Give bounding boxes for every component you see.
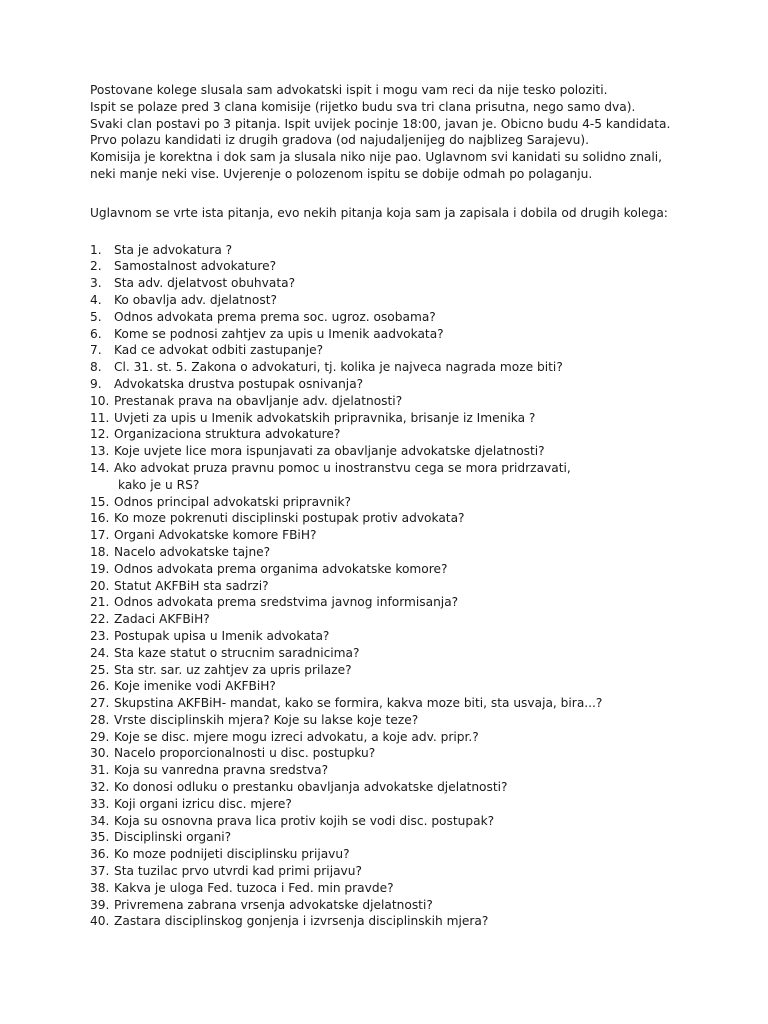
question-text	[114, 594, 458, 611]
list-item	[90, 561, 730, 578]
question-number: 21.	[90, 595, 110, 610]
question-line: Statut AKFBiH sta sadrzi?	[114, 578, 269, 593]
list-item	[90, 863, 730, 880]
question-text	[114, 326, 444, 343]
list-item	[90, 460, 730, 494]
list-item	[90, 897, 730, 914]
question-number: 5.	[90, 309, 102, 324]
question-text	[114, 292, 277, 309]
question-text	[114, 695, 602, 712]
list-item	[90, 342, 730, 359]
question-number: 20.	[90, 578, 110, 593]
question-number: 14.	[90, 460, 110, 475]
question-line: Ko donosi odluku o prestanku obavljanja advokatske djelatnosti?	[114, 780, 508, 795]
question-text	[114, 561, 447, 578]
question-text	[114, 846, 350, 863]
question-line: Koje uvjete lice mora ispunjavati za obavljanje advokatske djelatnosti?	[114, 444, 545, 459]
question-line: Privremena zabrana vrsenja advokatske djelatnosti?	[114, 897, 433, 912]
list-item	[90, 393, 730, 410]
question-number: 15.	[90, 494, 110, 509]
question-line: Nacelo proporcionalnosti u disc. postupku?	[114, 746, 376, 761]
question-list	[90, 242, 730, 931]
question-text	[114, 678, 276, 695]
question-line: Disciplinski organi?	[114, 830, 232, 845]
list-item	[90, 443, 730, 460]
question-line: Skupstina AKFBiH- mandat, kako se formira, kakva moze biti, sta usvaja, bira...?	[114, 696, 603, 711]
question-text	[114, 628, 329, 645]
question-number: 12.	[90, 427, 110, 442]
question-text	[114, 309, 436, 326]
question-text	[114, 645, 359, 662]
list-item	[90, 645, 730, 662]
question-line: kako je u RS?	[118, 477, 200, 492]
question-text	[114, 796, 292, 813]
question-line: Sta tuzilac prvo utvrdi kad primi prijavu?	[114, 864, 362, 879]
question-line: Prestanak prava na obavljanje adv. djelatnosti?	[114, 393, 403, 408]
question-line: Kome se podnosi zahtjev za upis u Imenik aadvokata?	[114, 326, 444, 341]
question-number: 8.	[90, 360, 102, 375]
question-number: 2.	[90, 259, 102, 274]
question-text	[114, 376, 363, 393]
document-page	[90, 82, 730, 930]
question-text	[114, 527, 316, 544]
list-item	[90, 258, 730, 275]
question-line: Samostalnost advokature?	[114, 259, 277, 274]
question-text	[114, 275, 295, 292]
question-text	[114, 393, 402, 410]
question-number: 16.	[90, 511, 110, 526]
question-text	[114, 342, 323, 359]
question-line: Sta je advokatura ?	[114, 242, 233, 257]
list-item	[90, 510, 730, 527]
question-line: Ko obavlja adv. djelatnost?	[114, 292, 277, 307]
list-item	[90, 359, 730, 376]
list-item	[90, 729, 730, 746]
paragraph-line: Komisija je korektna i dok sam ja slusala niko nije pao. Uglavnom svi kanidati su solidno znali,	[90, 150, 663, 165]
question-number: 27.	[90, 696, 110, 711]
list-item	[90, 376, 730, 393]
question-line: Koja su vanredna pravna sredstva?	[114, 763, 329, 778]
question-text	[114, 426, 340, 443]
list-item	[90, 410, 730, 427]
question-number: 13.	[90, 444, 110, 459]
question-number: 32.	[90, 780, 110, 795]
question-number: 31.	[90, 763, 110, 778]
paragraph-line: Postovane kolege slusala sam advokatski ispit i mogu vam reci da nije tesko poloziti.	[90, 83, 608, 97]
question-number: 26.	[90, 679, 110, 694]
question-number: 39.	[90, 897, 110, 912]
list-item	[90, 880, 730, 897]
list-item	[90, 275, 730, 292]
question-line: Odnos advokata prema organima advokatske komore?	[114, 561, 448, 576]
question-number: 18.	[90, 544, 110, 559]
question-text	[114, 443, 545, 460]
question-number: 25.	[90, 662, 110, 677]
question-line: Postupak upisa u Imenik advokata?	[114, 628, 330, 643]
question-line: Advokatska drustva postupak osnivanja?	[114, 376, 364, 391]
question-number: 29.	[90, 729, 110, 744]
paragraph-line: Svaki clan postavi po 3 pitanja. Ispit uvijek pocinje 18:00, javan je. Obicno budu 4-5 kandidata.	[90, 116, 671, 131]
question-number: 23.	[90, 628, 110, 643]
question-line: Sta kaze statut o strucnim saradnicima?	[114, 645, 360, 660]
list-item	[90, 426, 730, 443]
list-item	[90, 309, 730, 326]
list-item	[90, 846, 730, 863]
intro-paragraph	[90, 82, 730, 183]
question-text	[114, 813, 494, 830]
question-text	[114, 242, 232, 259]
list-item	[90, 712, 730, 729]
question-text	[114, 578, 269, 595]
list-item	[90, 762, 730, 779]
question-text	[114, 729, 479, 746]
question-line: Ko moze podnijeti disciplinsku prijavu?	[114, 847, 350, 862]
question-number: 40.	[90, 914, 110, 929]
question-line: Cl. 31. st. 5. Zakona o advokaturi, tj. kolika je najveca nagrada moze biti?	[114, 360, 563, 375]
question-number: 24.	[90, 645, 110, 660]
list-item	[90, 628, 730, 645]
question-text	[114, 544, 270, 561]
question-line: Odnos principal advokatski pripravnik?	[114, 494, 351, 509]
question-number: 28.	[90, 712, 110, 727]
question-text	[114, 410, 535, 427]
question-text	[114, 510, 465, 527]
question-text	[114, 460, 571, 494]
question-number: 7.	[90, 343, 102, 358]
question-line: Odnos advokata prema prema soc. ugroz. osobama?	[114, 309, 436, 324]
list-item	[90, 544, 730, 561]
question-number: 3.	[90, 276, 102, 291]
list-item	[90, 494, 730, 511]
list-item	[90, 662, 730, 679]
question-text	[114, 880, 394, 897]
question-line: Odnos advokata prema sredstvima javnog informisanja?	[114, 595, 459, 610]
question-text	[114, 359, 563, 376]
question-line: Nacelo advokatske tajne?	[114, 544, 271, 559]
question-number: 11.	[90, 410, 110, 425]
list-item	[90, 578, 730, 595]
question-line: Zastara disciplinskog gonjenja i izvrsenja disciplinskih mjera?	[114, 914, 489, 929]
question-number: 36.	[90, 847, 110, 862]
question-text	[114, 745, 375, 762]
question-number: 30.	[90, 746, 110, 761]
question-number: 34.	[90, 813, 110, 828]
question-text	[114, 258, 276, 275]
question-line: Koji organi izricu disc. mjere?	[114, 796, 292, 811]
question-text	[114, 863, 362, 880]
question-line: Koja su osnovna prava lica protiv kojih se vodi disc. postupak?	[114, 813, 495, 828]
question-number: 37.	[90, 864, 110, 879]
list-item	[90, 813, 730, 830]
questions-intro: Uglavnom se vrte ista pitanja, evo nekih pitanja koja sam ja zapisala i dobila od drugih kolega:	[90, 205, 668, 220]
question-number: 9.	[90, 376, 102, 391]
question-number: 10.	[90, 393, 110, 408]
paragraph-line: neki manje neki vise. Uvjerenje o polozenom ispitu se dobije odmah po polaganju.	[90, 166, 593, 181]
question-number: 1.	[90, 242, 102, 257]
question-line: Ako advokat pruza pravnu pomoc u inostranstvu cega se mora pridrzavati,	[114, 460, 571, 475]
question-line: Koje imenike vodi AKFBiH?	[114, 679, 276, 694]
list-item	[90, 527, 730, 544]
question-line: Zadaci AKFBiH?	[114, 612, 210, 627]
list-item	[90, 913, 730, 930]
list-item	[90, 796, 730, 813]
question-line: Kakva je uloga Fed. tuzoca i Fed. min pravde?	[114, 880, 394, 895]
question-line: Ko moze pokrenuti disciplinski postupak protiv advokata?	[114, 511, 465, 526]
paragraph-line: Ispit se polaze pred 3 clana komisije (rijetko budu sva tri clana prisutna, nego samo dva).	[90, 99, 636, 114]
question-line: Koje se disc. mjere mogu izreci advokatu, a koje adv. pripr.?	[114, 729, 479, 744]
question-number: 38.	[90, 880, 110, 895]
question-number: 4.	[90, 292, 102, 307]
question-line: Sta str. sar. uz zahtjev za upris prilaze?	[114, 662, 352, 677]
list-item	[90, 779, 730, 796]
question-line: Organizaciona struktura advokature?	[114, 427, 341, 442]
list-item	[90, 829, 730, 846]
question-number: 17.	[90, 528, 110, 543]
question-text	[114, 611, 210, 628]
list-item	[90, 292, 730, 309]
question-text	[114, 779, 508, 796]
question-line: Kad ce advokat odbiti zastupanje?	[114, 343, 324, 358]
question-text	[114, 913, 488, 930]
paragraph-line: Prvo polazu kandidati iz drugih gradova (od najudaljenijeg do najblizeg Sarajevu).	[90, 133, 589, 148]
question-number: 6.	[90, 326, 102, 341]
list-item	[90, 678, 730, 695]
question-text	[114, 662, 352, 679]
question-line: Sta adv. djelatvost obuhvata?	[114, 276, 296, 291]
list-item	[90, 611, 730, 628]
question-number: 35.	[90, 830, 110, 845]
question-line: Vrste disciplinskih mjera? Koje su lakse koje teze?	[114, 712, 419, 727]
question-line: Organi Advokatske komore FBiH?	[114, 528, 317, 543]
list-item	[90, 695, 730, 712]
question-number: 33.	[90, 796, 110, 811]
question-number: 22.	[90, 612, 110, 627]
list-item	[90, 594, 730, 611]
question-text	[114, 762, 328, 779]
question-text	[114, 494, 351, 511]
list-item	[90, 745, 730, 762]
question-number: 19.	[90, 561, 110, 576]
list-item	[90, 242, 730, 259]
question-text	[114, 712, 418, 729]
question-text	[114, 897, 433, 914]
list-item	[90, 326, 730, 343]
question-text	[114, 829, 231, 846]
question-line: Uvjeti za upis u Imenik advokatskih pripravnika, brisanje iz Imenika ?	[114, 410, 536, 425]
